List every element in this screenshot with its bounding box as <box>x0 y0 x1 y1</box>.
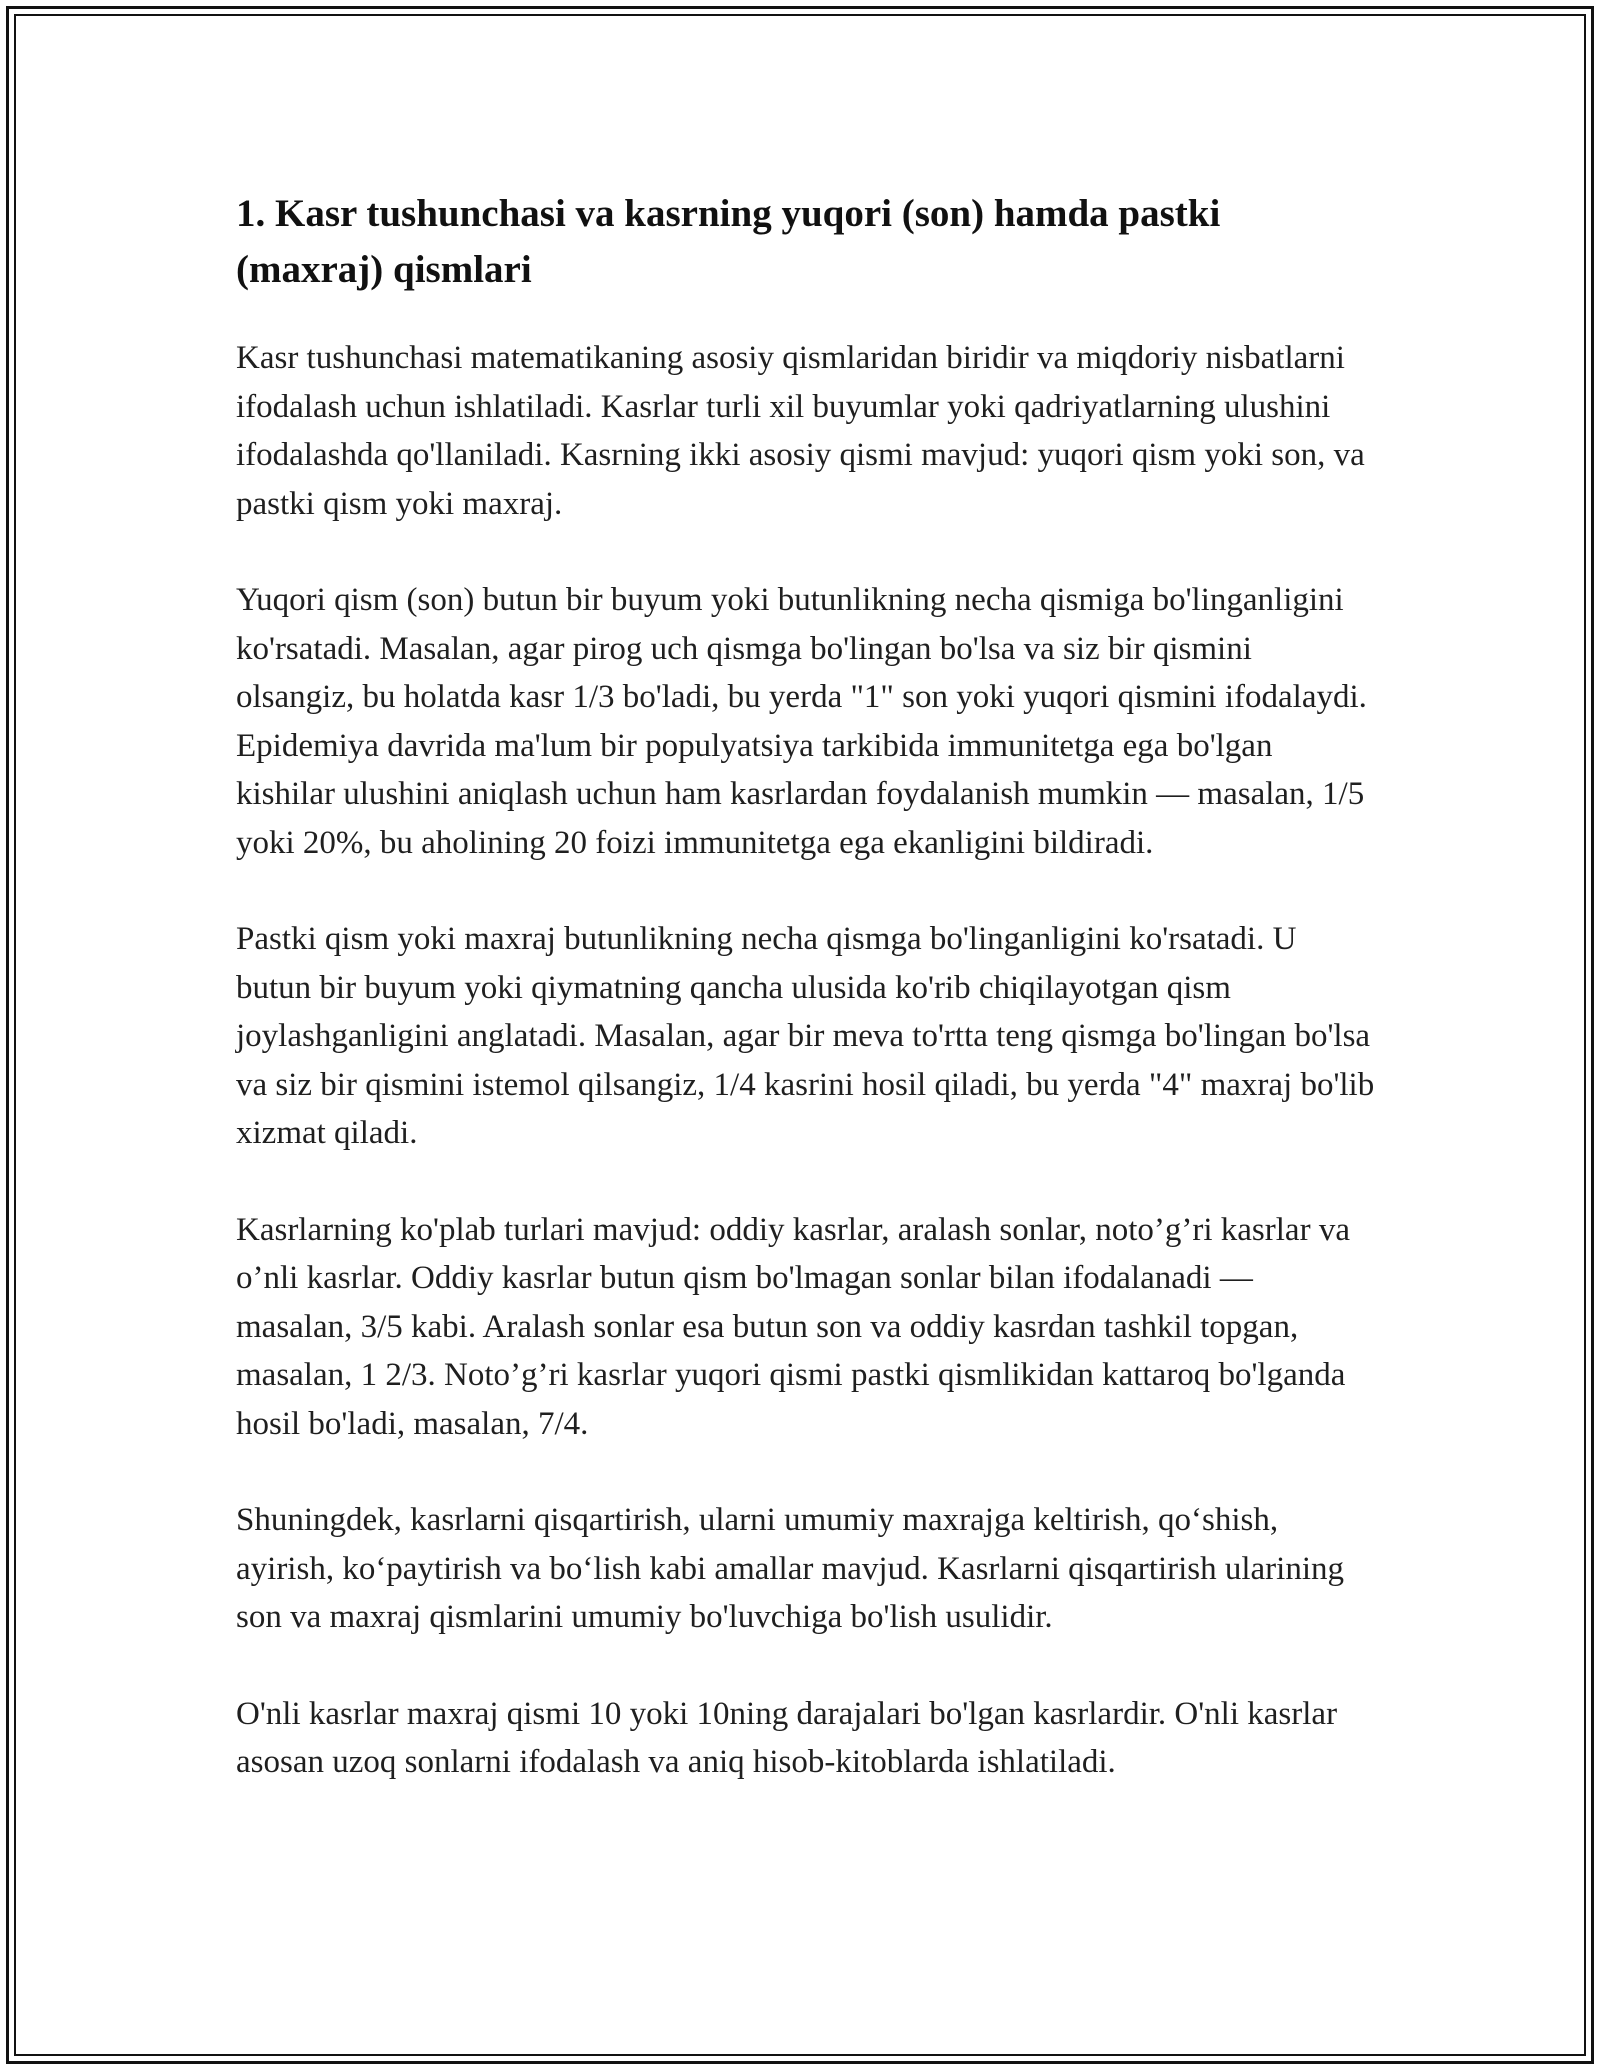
paragraph-denominator: Pastki qism yoki maxraj butunlikning necha qismga bo'linganligini ko'rsatadi. U butun bir buyum yoki qiymatning qancha ulusida ko'rib chiqilayotgan qism joylashganligini anglatadi. Masalan, agar bir meva to'rtta teng qismga bo'lingan bo'lsa va siz bir qismini istemol qilsangiz, 1/4 kasrini hosil qiladi, bu yerda "4" maxraj bo'lib xizmat qiladi. <box>236 921 1375 1151</box>
paragraph-intro: Kasr tushunchasi matematikaning asosiy qismlaridan biridir va miqdoriy nisbatlarni ifodalash uchun ishlatiladi. Kasrlar turli xil buyumlar yoki qadriyatlarning ulushini ifodalashda qo'llaniladi. Kasrning ikki asosiy qismi mavjud: yuqori qism yoki son, va pastki qism yoki maxraj. <box>236 340 1365 522</box>
paragraph-numerator: Yuqori qism (son) butun bir buyum yoki butunlikning necha qismiga bo'linganligini ko'rsatadi. Masalan, agar pirog uch qismga bo'lingan bo'lsa va siz bir qismini olsangiz, bu holatda kasr 1/3 bo'ladi, bu yerda "1" son yoki yuqori qismini ifodalaydi. Epidemiya davrida ma'lum bir populyatsiya tarkibida immunitetga ega bo'lgan kishilar ulushini aniqlash uchun ham kasrlardan foydalanish mumkin — masalan, 1/5 yoki 20%, bu aholining 20 foizi immunitetga ega ekanligini bildiradi. <box>236 582 1367 861</box>
section-title: 1. Kasr tushunchasi va kasrning yuqori (son) hamda pastki (maxraj) qismlari <box>236 192 1221 291</box>
paragraph-decimals: O'nli kasrlar maxraj qismi 10 yoki 10ning darajalari bo'lgan kasrlardir. O'nli kasrlar asosan uzoq sonlarni ifodalash va aniq hisob-kitoblarda ishlatiladi. <box>236 1695 1338 1780</box>
paragraph-fraction-types: Kasrlarning ko'plab turlari mavjud: oddiy kasrlar, aralash sonlar, noto’g’ri kasrlar va o’nli kasrlar. Oddiy kasrlar butun qism bo'lmagan sonlar bilan ifodalanadi — masalan, 3/5 kabi. Aralash sonlar esa butun son va oddiy kasrdan tashkil topgan, masalan, 1 2/3. Noto’g’ri kasrlar yuqori qismi pastki qismlikidan kattaroq bo'lganda hosil bo'ladi, masalan, 7/4. <box>236 1211 1350 1442</box>
paragraph-operations: Shuningdek, kasrlarni qisqartirish, ularni umumiy maxrajga keltirish, qoʻshish, ayirish, koʻpaytirish va boʻlish kabi amallar mavjud. Kasrlarni qisqartirish ularining son va maxraj qismlarini umumiy bo'luvchiga bo'lish usulidir. <box>236 1502 1344 1635</box>
document-body <box>236 186 1376 1787</box>
